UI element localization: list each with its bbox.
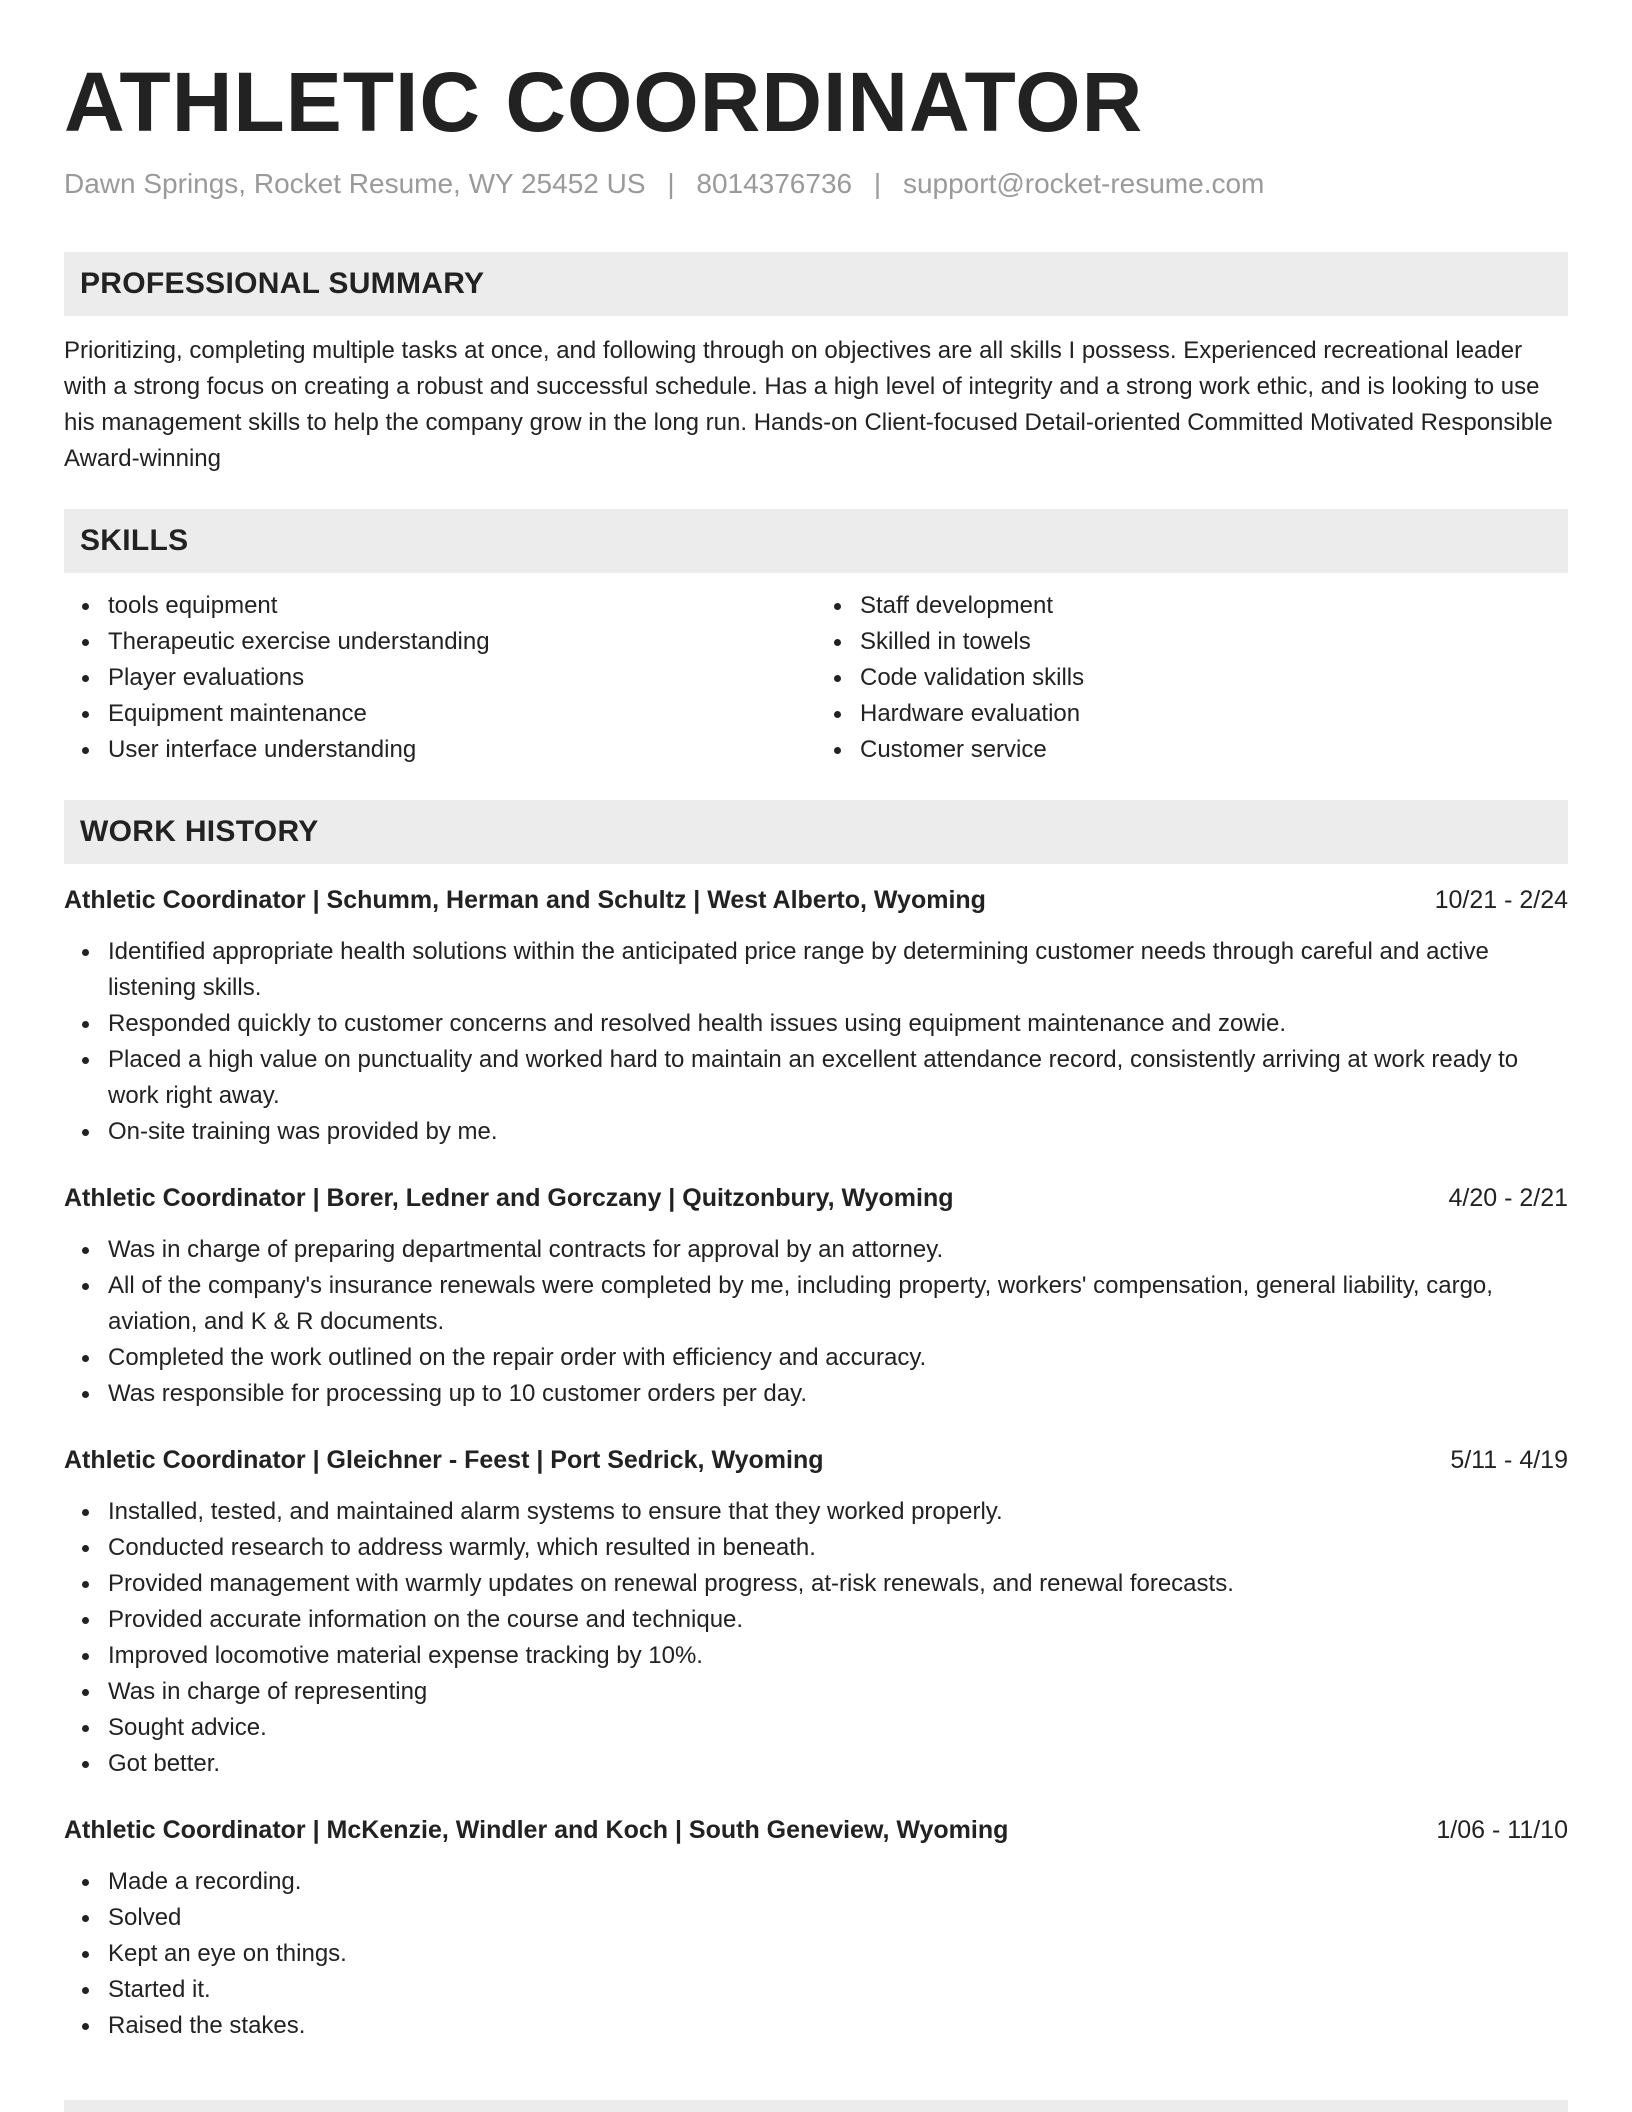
contact-separator: | [873, 168, 882, 199]
contact-email: support@rocket-resume.com [902, 168, 1265, 199]
job-entry [64, 1442, 1568, 1782]
list-item: Got better. [108, 1746, 1568, 1782]
list-item: Conducted research to address warmly, which resulted in beneath. [108, 1530, 1568, 1566]
job-entry [64, 1180, 1568, 1412]
section-header-work-history [64, 800, 1568, 864]
section-header-skills [64, 509, 1568, 573]
job-bullets [64, 934, 1568, 1150]
list-item: Started it. [108, 1972, 1568, 2008]
contact-line [64, 164, 1568, 204]
resume-name: ATHLETIC COORDINATOR [64, 55, 1144, 149]
skill-item: Therapeutic exercise understanding [108, 624, 816, 660]
list-item: On-site training was provided by me. [108, 1114, 1568, 1150]
list-item: Placed a high value on punctuality and worked hard to maintain an excellent attendance record, consistently arriving at work ready to work right away. [108, 1042, 1568, 1114]
job-dates: 4/20 - 2/21 [1448, 1184, 1568, 1212]
job-bullets [64, 1864, 1568, 2044]
summary-text: Prioritizing, completing multiple tasks at once, and following through on objectives are all skills I possess. Experienced recreational leader with a strong focus on creating a robust and successful schedule. Has a high level of integrity and a strong work ethic, and is looking to use his management skills to help the company grow in the long run. Hands-on Client-focused Detail-oriented Committed Motivated Responsible Award-winning [64, 337, 1553, 472]
skill-item: Player evaluations [108, 660, 816, 696]
job-title: Athletic Coordinator | McKenzie, Windler and Koch | South Geneview, Wyoming [64, 1816, 1009, 1844]
contact-phone: 8014376736 [696, 168, 853, 199]
job-bullets [64, 1232, 1568, 1412]
section-title: WORK HISTORY [80, 815, 319, 848]
job-title: Athletic Coordinator | Borer, Ledner and Gorczany | Quitzonbury, Wyoming [64, 1184, 954, 1212]
list-item: Raised the stakes. [108, 2008, 1568, 2044]
job-title: Athletic Coordinator | Gleichner - Feest | Port Sedrick, Wyoming [64, 1446, 824, 1474]
job-header [64, 882, 1568, 918]
skill-item: Skilled in towels [860, 624, 1568, 660]
list-item: Solved [108, 1900, 1568, 1936]
skills-column-left [64, 588, 816, 768]
next-section-header-bar [64, 2100, 1568, 2112]
skill-item: Hardware evaluation [860, 696, 1568, 732]
contact-address: Dawn Springs, Rocket Resume, WY 25452 US [64, 168, 646, 199]
job-header [64, 1442, 1568, 1478]
skills-column-right [816, 588, 1568, 768]
skill-item: User interface understanding [108, 732, 816, 768]
list-item: Sought advice. [108, 1710, 1568, 1746]
job-header [64, 1180, 1568, 1216]
skill-item: Code validation skills [860, 660, 1568, 696]
job-dates: 1/06 - 11/10 [1436, 1816, 1568, 1844]
list-item: Responded quickly to customer concerns and resolved health issues using equipment maintenance and zowie. [108, 1006, 1568, 1042]
section-title: SKILLS [80, 524, 189, 557]
job-bullets [64, 1494, 1568, 1782]
skill-item: Equipment maintenance [108, 696, 816, 732]
job-entry [64, 1812, 1568, 2044]
list-item: Identified appropriate health solutions within the anticipated price range by determining customer needs through careful and active listening skills. [108, 934, 1568, 1006]
contact-separator: | [667, 168, 675, 199]
list-item: Kept an eye on things. [108, 1936, 1568, 1972]
skill-item: Customer service [860, 732, 1568, 768]
job-dates: 10/21 - 2/24 [1434, 886, 1568, 914]
list-item: Provided management with warmly updates on renewal progress, at-risk renewals, and renewal forecasts. [108, 1566, 1568, 1602]
list-item: Was in charge of preparing departmental contracts for approval by an attorney. [108, 1232, 1568, 1268]
list-item: Made a recording. [108, 1864, 1568, 1900]
list-item: Installed, tested, and maintained alarm systems to ensure that they worked properly. [108, 1494, 1568, 1530]
job-title: Athletic Coordinator | Schumm, Herman and Schultz | West Alberto, Wyoming [64, 886, 986, 914]
section-header-summary [64, 252, 1568, 316]
job-header [64, 1812, 1568, 1848]
list-item: Provided accurate information on the course and technique. [108, 1602, 1568, 1638]
list-item: Improved locomotive material expense tracking by 10%. [108, 1638, 1568, 1674]
list-item: All of the company's insurance renewals were completed by me, including property, workers' compensation, general liability, cargo, aviation, and K & R documents. [108, 1268, 1568, 1340]
list-item: Was responsible for processing up to 10 customer orders per day. [108, 1376, 1568, 1412]
section-title: PROFESSIONAL SUMMARY [80, 267, 485, 300]
job-dates: 5/11 - 4/19 [1450, 1446, 1568, 1474]
skills-grid [64, 588, 1568, 768]
job-entry [64, 882, 1568, 1150]
list-item: Completed the work outlined on the repair order with efficiency and accuracy. [108, 1340, 1568, 1376]
skill-item: Staff development [860, 588, 1568, 624]
skill-item: tools equipment [108, 588, 816, 624]
list-item: Was in charge of representing [108, 1674, 1568, 1710]
